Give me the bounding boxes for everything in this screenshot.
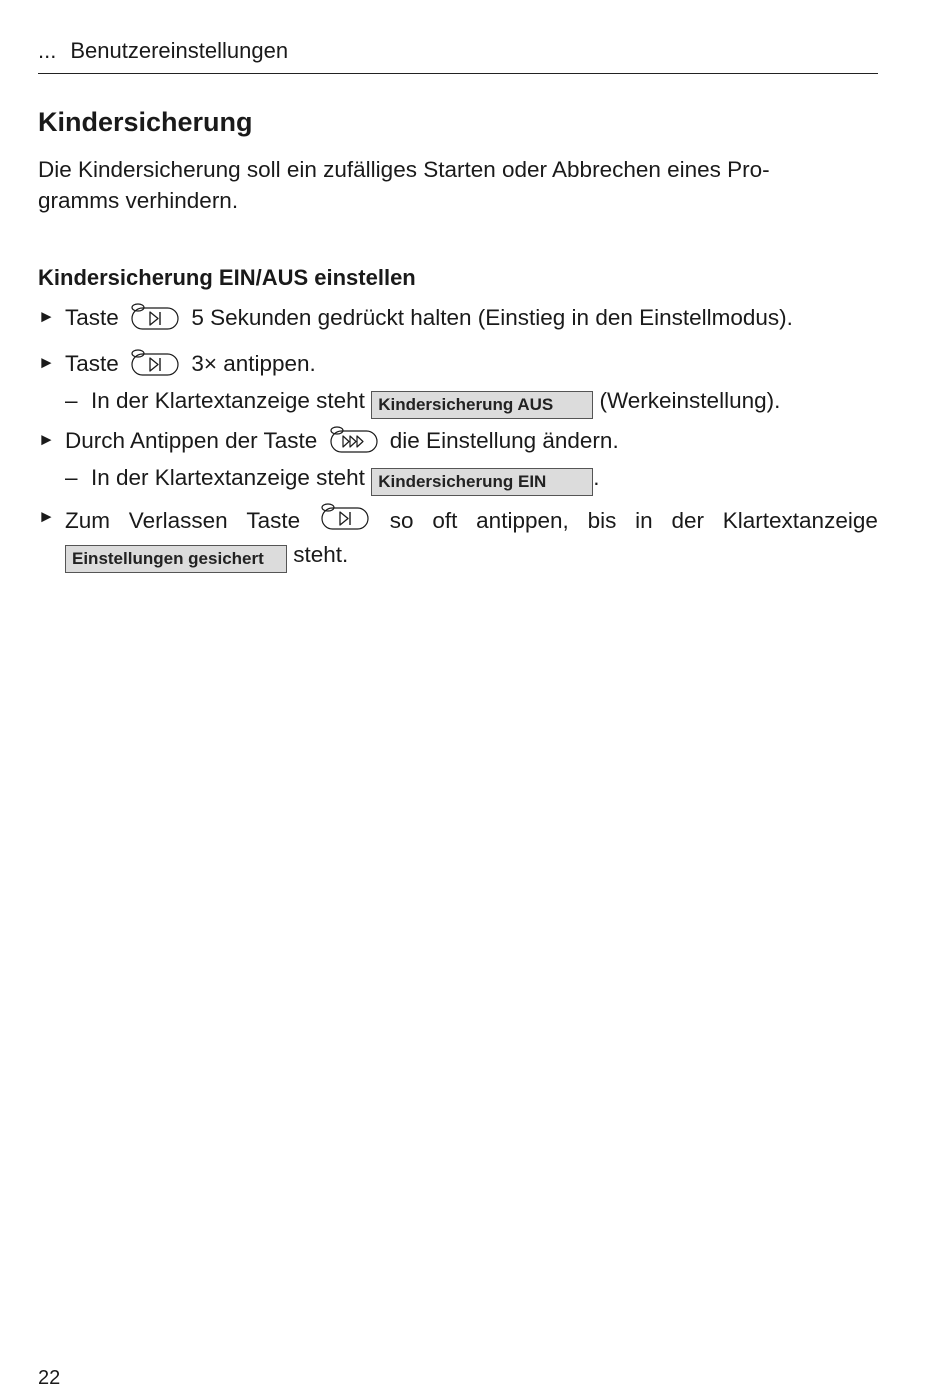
step-3-text-after: die Einstellung ändern. — [389, 428, 619, 453]
intro-line-2: gramms verhindern. — [38, 188, 239, 213]
result-dash: – — [65, 465, 78, 490]
step-2-result-after: (Werkeinstellung). — [599, 388, 781, 413]
step-3-result-text: In der Klartextanzeige steht — [91, 465, 365, 490]
step-3-result — [38, 462, 878, 496]
step-4-word: Taste — [246, 507, 301, 533]
start-stop-key-icon — [129, 347, 181, 385]
step-bullet-icon: ► — [38, 307, 55, 326]
step-4-word: so — [389, 507, 414, 533]
step-4 — [38, 501, 878, 573]
display-kindersicherung-aus: Kindersicherung AUS — [371, 391, 593, 419]
step-2 — [38, 347, 878, 419]
step-2-text-before: Taste — [65, 351, 119, 376]
step-4-line-2 — [38, 539, 878, 573]
intro-paragraph — [38, 154, 878, 216]
step-bullet-icon: ► — [38, 430, 55, 449]
step-1-line — [38, 301, 878, 339]
start-stop-key-icon — [319, 501, 371, 539]
step-3-result-after: . — [593, 465, 600, 490]
step-4-word: oft — [432, 507, 458, 533]
start-stop-key-icon — [129, 301, 181, 339]
header-section-title: Benutzereinstellungen — [70, 38, 289, 63]
step-2-result — [38, 385, 878, 419]
header-ellipsis: ... — [38, 38, 57, 63]
step-3-text-before: Durch Antippen der Taste — [65, 428, 318, 453]
step-1-text-after: 5 Sekunden gedrückt halten (Einstieg in den Einstellmodus). — [191, 305, 793, 330]
step-2-text-after: 3× antippen. — [191, 351, 316, 376]
running-header — [38, 36, 878, 74]
step-2-line — [38, 347, 878, 385]
step-4-line — [38, 501, 878, 539]
intro-line-1: Die Kindersicherung soll ein zufälliges Starten oder Abbrechen eines Pro- — [38, 157, 770, 182]
step-4-word: antippen, — [476, 507, 569, 533]
step-4-word: bis — [587, 507, 617, 533]
step-2-result-text: In der Klartextanzeige steht — [91, 388, 365, 413]
page-number: 22 — [38, 1367, 61, 1389]
step-1-text-before: Taste — [65, 305, 119, 330]
display-einstellungen-gesichert: Einstellungen gesichert — [65, 545, 287, 573]
step-4-word: Verlassen — [128, 507, 228, 533]
step-3 — [38, 424, 878, 496]
page-title: Kindersicherung — [38, 107, 253, 137]
step-4-word: in — [635, 507, 653, 533]
fast-forward-key-icon — [328, 424, 380, 462]
step-4-word: der — [671, 507, 704, 533]
step-1 — [38, 301, 878, 339]
step-4-word: Zum — [65, 507, 110, 533]
section-subtitle: Kindersicherung EIN/AUS einstellen — [38, 265, 416, 290]
result-dash: – — [65, 388, 78, 413]
step-bullet-icon: ► — [38, 353, 55, 372]
step-bullet-icon: ► — [38, 507, 55, 526]
step-4-text-end: steht. — [293, 542, 349, 567]
step-4-word: Klartextanzeige — [722, 507, 878, 533]
display-kindersicherung-ein: Kindersicherung EIN — [371, 468, 593, 496]
step-3-line — [38, 424, 878, 462]
